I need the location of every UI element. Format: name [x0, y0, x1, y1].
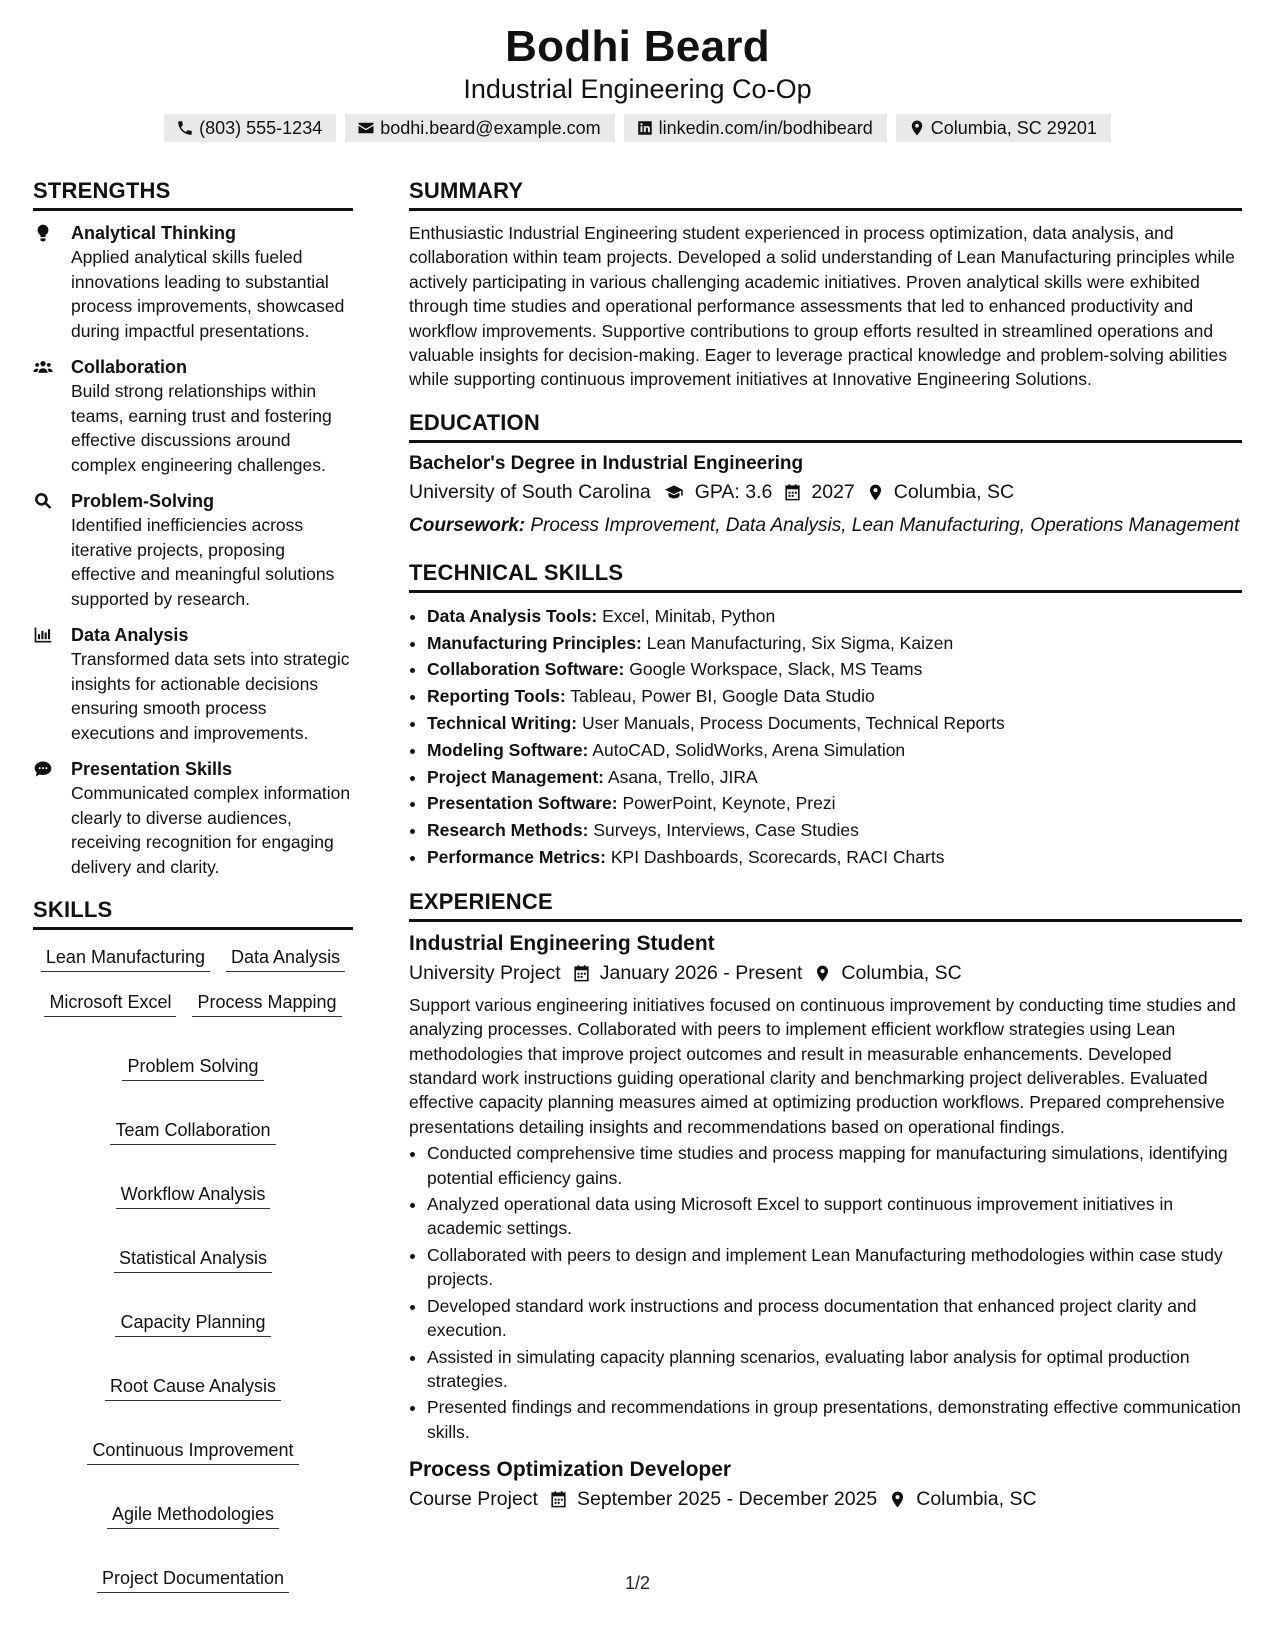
- technical-skill-label: Presentation Software:: [427, 793, 618, 814]
- contact-bar: [0, 114, 1275, 142]
- technical-skill-item: [427, 844, 1242, 871]
- technical-skill-item: [427, 817, 1242, 844]
- users-icon: [33, 357, 53, 377]
- technical-skill-item: [427, 710, 1242, 737]
- chat-bubble-icon: [33, 759, 53, 779]
- technical-skill-value: Surveys, Interviews, Case Studies: [593, 820, 859, 841]
- strength-title: Problem-Solving: [71, 491, 215, 511]
- technical-skill-value: Excel, Minitab, Python: [602, 605, 776, 626]
- calendar-icon: [783, 483, 802, 502]
- technical-skill-label: Collaboration Software:: [427, 659, 625, 680]
- contact-location: [896, 114, 1111, 142]
- map-pin-icon: [908, 119, 926, 137]
- technical-skill-value: User Manuals, Process Documents, Technical Reports: [581, 713, 1005, 734]
- coursework-label: Coursework:: [409, 514, 526, 536]
- technical-skill-label: Data Analysis Tools:: [427, 605, 598, 626]
- strength-title: Analytical Thinking: [71, 223, 237, 243]
- contact-email[interactable]: [345, 114, 614, 142]
- contact-phone[interactable]: [164, 114, 336, 142]
- job-bullet: • Conducted comprehensive time studies and process mapping for manufacturing simulations, identifying potential efficiency gains.: [427, 1141, 1242, 1190]
- job-org: Course Project: [409, 1488, 538, 1511]
- strength-item: [33, 757, 353, 879]
- job-meta: [409, 1488, 1242, 1511]
- graduation-year: 2027: [811, 480, 855, 503]
- skill-tag: Data Analysis: [226, 946, 345, 972]
- technical-skill-item: [427, 737, 1242, 764]
- technical-skill-item: [427, 656, 1242, 683]
- skill-tag: Lean Manufacturing: [41, 946, 210, 972]
- technical-skill-item: [427, 630, 1242, 657]
- lightbulb-icon: [33, 223, 53, 243]
- contact-linkedin-text: linkedin.com/in/bodhibeard: [658, 117, 873, 138]
- job-dates: September 2025 - December 2025: [576, 1488, 878, 1511]
- technical-skill-label: Manufacturing Principles:: [427, 632, 642, 653]
- right-column: [409, 178, 1242, 1511]
- map-pin-icon: [888, 1490, 907, 1509]
- map-pin-icon: [813, 964, 832, 983]
- job-description: Support various engineering initiatives focused on continuous improvement by conducting time studies and analyzing processes. Collaborated with peers to implement efficient workflow strategies using Lean methodologies that improve project outcomes and result in measurable enhancements. Developed standard work instructions guiding operational clarity and benchmarking project deliverables. Evaluated effective capacity planning measures aimed at optimizing production workflows. Prepared comprehensive presentations detailing insights and recommendations based on operational findings.: [409, 994, 1236, 1137]
- contact-linkedin[interactable]: [624, 114, 887, 142]
- technical-skill-item: [427, 790, 1242, 817]
- skill-tag: Microsoft Excel: [44, 991, 176, 1017]
- graduation-cap-icon: [662, 483, 686, 502]
- skills-heading: SKILLS: [33, 897, 353, 930]
- degree-title: Bachelor's Degree in Industrial Engineering: [409, 452, 804, 474]
- job-bullet: • Presented findings and recommendations in group presentations, demonstrating effective communication skills.: [427, 1395, 1242, 1444]
- technical-skill-value: Lean Manufacturing, Six Sigma, Kaizen: [646, 632, 954, 653]
- skill-tag: Agile Methodologies: [107, 1503, 279, 1529]
- job-bullet: • Developed standard work instructions and process documentation that enhanced project clarity and execution.: [427, 1294, 1242, 1343]
- experience-heading: EXPERIENCE: [409, 889, 1242, 922]
- map-pin-icon: [866, 483, 885, 502]
- job-bullet: • Assisted in simulating capacity planning scenarios, evaluating labor analysis for optimal production strategies.: [427, 1345, 1242, 1394]
- skill-tag: Continuous Improvement: [87, 1439, 298, 1465]
- bar-chart-icon: [33, 625, 53, 645]
- search-icon: [33, 491, 53, 511]
- technical-skill-label: Project Management:: [427, 766, 604, 787]
- job-bullet: • Analyzed operational data using Microsoft Excel to support continuous improvement initiatives in academic settings.: [427, 1192, 1242, 1241]
- education-location: Columbia, SC: [893, 480, 1015, 503]
- summary-heading: SUMMARY: [409, 178, 1242, 211]
- contact-location-text: Columbia, SC 29201: [930, 117, 1097, 138]
- gpa: GPA: 3.6: [694, 480, 773, 503]
- job-dates: January 2026 - Present: [599, 961, 803, 984]
- technical-skills-list: [409, 603, 1242, 871]
- education-heading: EDUCATION: [409, 410, 1242, 443]
- strength-title: Data Analysis: [71, 625, 189, 645]
- strength-item: [33, 623, 353, 745]
- page-number: 1/2: [624, 1573, 651, 1593]
- skill-tag: Workflow Analysis: [116, 1183, 271, 1209]
- strength-item: [33, 221, 353, 343]
- strengths-heading: STRENGTHS: [33, 178, 353, 211]
- coursework-list: Process Improvement, Data Analysis, Lean Manufacturing, Operations Management: [530, 514, 1240, 536]
- skill-tag: Process Mapping: [192, 991, 341, 1017]
- job-title: Process Optimization Developer: [409, 1458, 732, 1482]
- skill-tag: Project Documentation: [97, 1567, 289, 1593]
- contact-phone-text: (803) 555-1234: [199, 117, 323, 138]
- job-org: University Project: [409, 961, 561, 984]
- envelope-icon: [357, 119, 375, 137]
- job-location: Columbia, SC: [841, 961, 962, 984]
- contact-email-text: bodhi.beard@example.com: [380, 117, 601, 138]
- skill-tag: Root Cause Analysis: [105, 1375, 281, 1401]
- skill-tag: Statistical Analysis: [114, 1247, 272, 1273]
- technical-skill-value: KPI Dashboards, Scorecards, RACI Charts: [610, 847, 945, 868]
- candidate-name: Bodhi Beard: [505, 22, 770, 71]
- technical-skill-label: Modeling Software:: [427, 739, 589, 760]
- technical-skill-label: Reporting Tools:: [427, 686, 566, 707]
- school-name: University of South Carolina: [409, 480, 651, 503]
- technical-skill-label: Technical Writing:: [427, 713, 578, 734]
- linkedin-icon: [636, 119, 654, 137]
- technical-skill-label: Research Methods:: [427, 820, 589, 841]
- strength-desc: Build strong relationships within teams, earning trust and fostering effective discussions around complex engineering challenges.: [71, 381, 332, 475]
- technical-skill-label: Performance Metrics:: [427, 847, 606, 868]
- technical-skill-item: [427, 603, 1242, 630]
- technical-skill-item: [427, 683, 1242, 710]
- strength-title: Collaboration: [71, 357, 187, 377]
- strength-title: Presentation Skills: [71, 759, 233, 779]
- technical-skill-value: PowerPoint, Keynote, Prezi: [622, 793, 836, 814]
- skill-tag: Team Collaboration: [110, 1119, 275, 1145]
- job-title: Industrial Engineering Student: [409, 931, 715, 955]
- strength-item: [33, 355, 353, 477]
- candidate-headline: Industrial Engineering Co-Op: [463, 74, 812, 104]
- calendar-icon: [572, 964, 591, 983]
- strength-item: [33, 489, 353, 611]
- job-meta: [409, 962, 1242, 985]
- technical-skill-item: [427, 764, 1242, 791]
- job-location: Columbia, SC: [916, 1488, 1037, 1511]
- phone-icon: [176, 119, 194, 137]
- strength-desc: Transformed data sets into strategic insights for actionable decisions ensuring smooth process executions and improvements.: [71, 649, 350, 743]
- strength-desc: Identified inefficiencies across iterative projects, proposing effective and meaningful solutions supported by research.: [71, 515, 335, 609]
- left-column: [33, 178, 353, 1593]
- summary-text: Enthusiastic Industrial Engineering student experienced in process optimization, data analysis, and collaboration within team projects. Developed a solid understanding of Lean Manufacturing principles while actively participating in various challenging academic initiatives. Proven analytical skills were exhibited through time studies and operational performance assessments that led to enhanced productivity and workflow improvements. Supportive contributions to group efforts resulted in streamlined operations and valuable insights for decision-making. Eager to leverage practical knowledge and problem-solving abilities while supporting continuous improvement initiatives at Innovative Engineering Solutions.: [409, 223, 1235, 390]
- job-bullets: [409, 1141, 1242, 1444]
- strength-desc: Applied analytical skills fueled innovations leading to substantial process improvements, showcased during impactful presentations.: [71, 247, 345, 341]
- skill-tag: Capacity Planning: [115, 1311, 270, 1337]
- strength-desc: Communicated complex information clearly to diverse audiences, receiving recognition for engaging delivery and clarity.: [71, 783, 351, 877]
- coursework: [409, 514, 1242, 538]
- skill-tag: Problem Solving: [122, 1055, 263, 1081]
- technical-skill-value: AutoCAD, SolidWorks, Arena Simulation: [592, 739, 906, 760]
- technical-skills-heading: TECHNICAL SKILLS: [409, 560, 1242, 593]
- technical-skill-value: Google Workspace, Slack, MS Teams: [629, 659, 923, 680]
- technical-skill-value: Asana, Trello, JIRA: [607, 766, 758, 787]
- calendar-icon: [549, 1490, 568, 1509]
- job-bullet: • Collaborated with peers to design and implement Lean Manufacturing methodologies within case study projects.: [427, 1243, 1242, 1292]
- technical-skill-value: Tableau, Power BI, Google Data Studio: [570, 686, 875, 707]
- skills-list: [33, 940, 353, 1593]
- education-meta: [409, 481, 1242, 504]
